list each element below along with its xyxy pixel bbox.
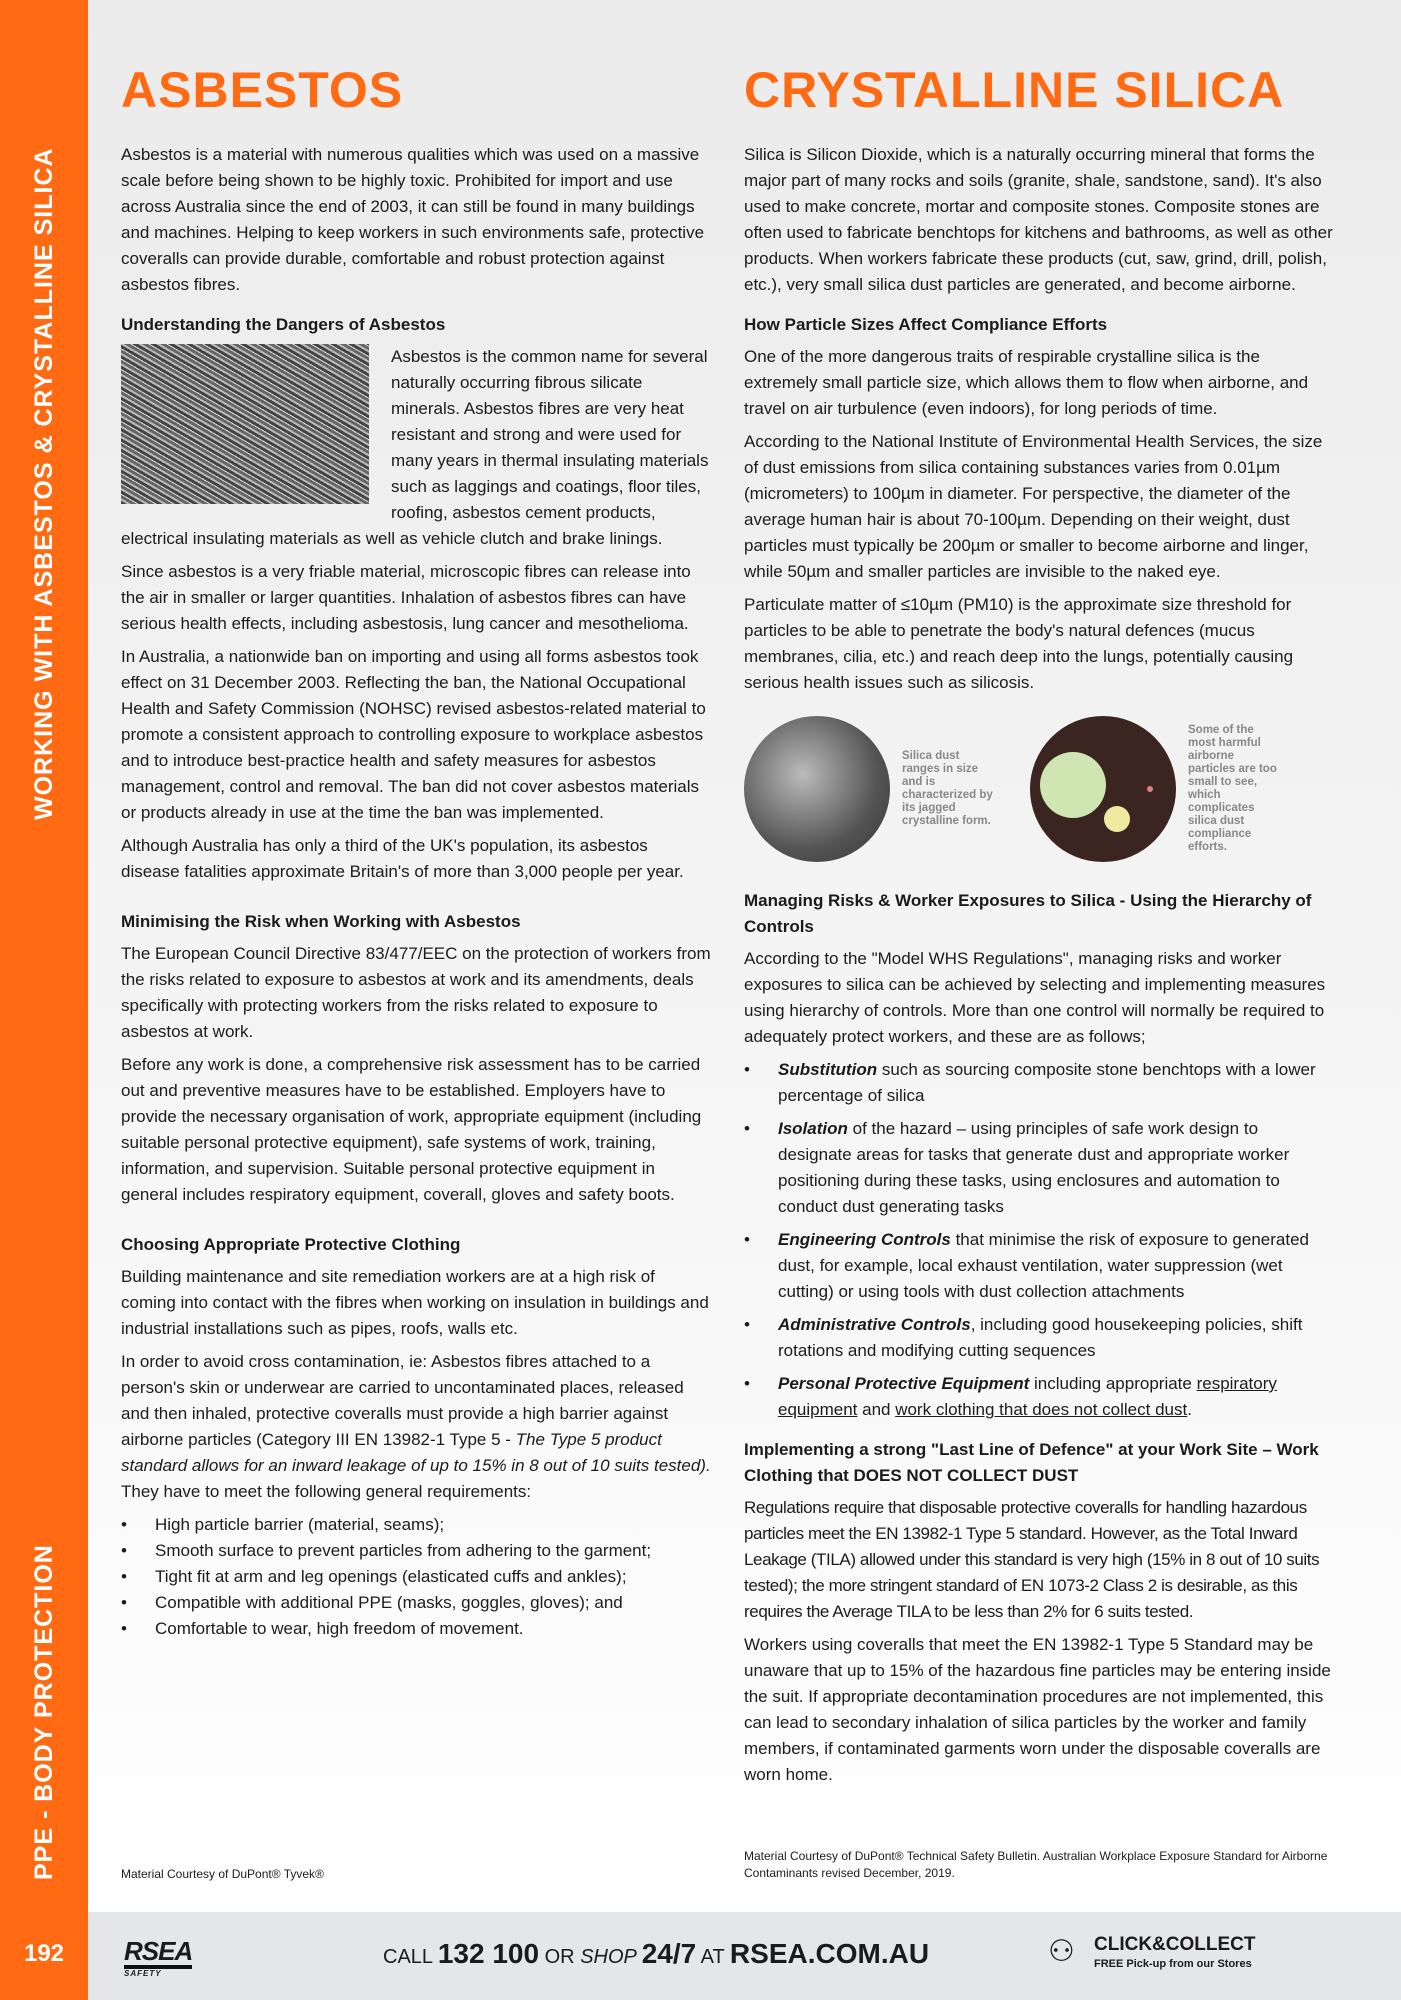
requirements-list xyxy=(121,1512,711,1642)
paragraph: Since asbestos is a very friable material, microscopic fibres can release into the air in smaller or larger quantities. Inhalation of asbestos fibres can have serious health effects, including asbestosis, lung cancer and mesothelioma. xyxy=(121,562,691,633)
silica-column xyxy=(744,60,1334,1795)
list-item: • Comfortable to wear, high freedom of movement. xyxy=(121,1616,711,1642)
text: The Type 5 product standard allows for an inward leakage of up to 15% in 8 out of 10 suits tested). xyxy=(121,1430,711,1475)
text: OR xyxy=(539,1946,581,1968)
list-item xyxy=(744,1227,1334,1305)
paragraph: Regulations require that disposable protective coveralls for handling hazardous particles meet the EN 13982-1 Type 5 standard. However, as the Total Inward Leakage (TILA) allowed under this standard is very high (15% in 8 out of 10 suits tested); the more stringent standard of EN 1073-2 Class 2 is desirable, as this requires the Average TILA to be less than 2% for 6 suits tested. xyxy=(744,1498,1320,1621)
logo-text: RSEA xyxy=(124,1936,193,1966)
paragraph: One of the more dangerous traits of respirable crystalline silica is the extremely small particle size, which allows them to flow when airborne, and travel on air turbulence (even indoors), for long periods of time. xyxy=(744,347,1309,418)
paragraph xyxy=(121,1349,711,1505)
text: , including good housekeeping policies, shift rotations and modifying cutting sequences xyxy=(778,1315,1303,1360)
heading: Choosing Appropriate Protective Clothing xyxy=(121,1235,461,1254)
controls-list xyxy=(744,1057,1334,1423)
footnote: Material Courtesy of DuPont® Tyvek® xyxy=(121,1867,324,1881)
paragraph: Although Australia has only a third of the UK's population, its asbestos disease fatalities approximate Britain's of more than 3,000 people per year. xyxy=(121,836,684,881)
list-item: • Smooth surface to prevent particles from adhering to the garment; xyxy=(121,1538,711,1564)
text: In order to avoid cross contamination, ie: Asbestos fibres attached to a person's skin or underwear are carried to uncontaminated places, released and then inhaled, protective coveralls must provide a high barrier against airborne particles (Category III EN 13982-1 Type 5 - xyxy=(121,1352,684,1449)
text: that minimise the risk of exposure to generated dust, for example, local exhaust ventilation, water suppression (wet cutting) or using tools with dust collection attachments xyxy=(778,1230,1309,1301)
term: Engineering Controls xyxy=(778,1230,951,1249)
heading: Managing Risks & Worker Exposures to Silica - Using the Hierarchy of Controls xyxy=(744,891,1312,936)
list-item xyxy=(744,1371,1334,1423)
heading: Implementing a strong "Last Line of Defence" at your Work Site – Work Clothing that DOES NOT COLLECT DUST xyxy=(744,1440,1319,1485)
work-clothing-link[interactable]: work clothing that does not collect dust xyxy=(895,1400,1188,1419)
paragraph: In Australia, a nationwide ban on importing and using all forms asbestos took effect on 31 December 2003. Reflecting the ban, the National Occupational Health and Safety Commission (NOHSC) revised asbestos-related material to promote a consistent approach to controlling exposure to workplace asbestos and to introduce best-practice health and safety measures for asbestos management, control and removal. The ban did not cover asbestos materials or products already in use at the time the ban was implemented. xyxy=(121,647,706,822)
caption: Silica dust ranges in size and is characterized by its jagged crystalline form. xyxy=(902,750,993,827)
term: Isolation xyxy=(778,1119,848,1138)
particle-images xyxy=(744,714,1334,864)
website-link[interactable]: RSEA.COM.AU xyxy=(729,1938,930,1969)
silica-microscope-image xyxy=(744,716,890,862)
silica-title: CRYSTALLINE SILICA xyxy=(744,62,1285,118)
list-item xyxy=(744,1057,1334,1109)
respiratory-equipment-link[interactable]: respiratory equipment xyxy=(778,1374,1277,1419)
text: including appropriate xyxy=(1029,1374,1197,1393)
footnote: Material Courtesy of DuPont® Technical Safety Bulletin. Australian Workplace Exposure Standard for Airborne Contaminants revised December, 2019. xyxy=(744,1849,1328,1880)
paragraph: Workers using coveralls that meet the EN 13982-1 Type 5 Standard may be unaware that up to 15% of the hazardous fine particles may be entering inside the suit. If appropriate decontamination procedures are not implemented, this can lead to secondary inhalation of silica particles by the worker and family members, if contaminated garments worn under the disposable coveralls are worn home. xyxy=(744,1635,1331,1784)
paragraph: Particulate matter of ≤10µm (PM10) is the approximate size threshold for particles to be able to penetrate the body's natural defences (mucus membranes, cilia, etc.) and reach deep into the lungs, potentially causing serious health issues such as silicosis. xyxy=(744,595,1294,692)
asbestos-column xyxy=(121,60,711,1642)
section-label: WORKING WITH ASBESTOS & CRYSTALLINE SILICA xyxy=(30,147,58,820)
text: 24/7 xyxy=(641,1938,697,1969)
list-item: • High particle barrier (material, seams); xyxy=(121,1512,711,1538)
text: such as sourcing composite stone benchtops with a lower percentage of silica xyxy=(778,1060,1316,1105)
paragraph: According to the "Model WHS Regulations", managing risks and worker exposures to silica can be achieved by selecting and implementing measures using hierarchy of controls. More than one control will normally be required to adequately protect workers, and these are as follows; xyxy=(744,949,1326,1046)
intro: Silica is Silicon Dioxide, which is a naturally occurring mineral that forms the major part of many rocks and soils (granite, shale, sandstone, sand). It's also used to make concrete, mortar and composite stones. Composite stones are often used to fabricate benchtops for kitchens and bathrooms, as well as other products. When workers fabricate these products (cut, saw, grind, drill, polish, etc.), very small silica dust particles are generated, and become airborne. xyxy=(744,145,1333,294)
caption: Some of the most harmful airborne particles are too small to see, which complicates silica dust compliance efforts. xyxy=(1188,724,1277,853)
phone-number[interactable]: 132 100 xyxy=(437,1938,540,1969)
footer-band xyxy=(88,1912,1401,2000)
category-label: PPE - BODY PROTECTION xyxy=(30,1544,58,1880)
contact-line xyxy=(383,1938,929,1970)
sidebar xyxy=(0,0,88,2000)
list-item: • Tight fit at arm and leg openings (elasticated cuffs and ankles); xyxy=(121,1564,711,1590)
term: Substitution xyxy=(778,1060,878,1079)
list-item xyxy=(744,1116,1334,1220)
text: . xyxy=(1187,1400,1192,1419)
asbestos-title: ASBESTOS xyxy=(121,62,404,118)
logo-sub: SAFETY xyxy=(124,1965,192,1978)
list-item: • Compatible with additional PPE (masks, goggles, gloves); and xyxy=(121,1590,711,1616)
paragraph: According to the National Institute of Environmental Health Services, the size of dust emissions from silica containing substances varies from 0.01µm (micrometers) to 100µm in diameter. For perspective, the diameter of the average human hair is about 70-100µm. Depending on their weight, dust particles must typically be 200µm or smaller to become airborne and linger, while 50µm and smaller particles are invisible to the naked eye. xyxy=(744,432,1323,581)
text: They have to meet the following general requirements: xyxy=(121,1482,532,1501)
paragraph: Building maintenance and site remediation workers are at a high risk of coming into contact with the fibres when working on insulation in buildings and industrial installations such as pipes, roofs, walls etc. xyxy=(121,1267,709,1338)
click-collect-subtitle: FREE Pick-up from our Stores xyxy=(1094,1958,1252,1970)
heading: Minimising the Risk when Working with Asbestos xyxy=(121,912,521,931)
asbestos-fibre-image xyxy=(121,344,369,504)
term: Administrative Controls xyxy=(778,1315,971,1334)
text: CALL xyxy=(383,1946,438,1968)
text: SHOP xyxy=(580,1946,642,1968)
list-item xyxy=(744,1312,1334,1364)
text: of the hazard – using principles of safe work design to designate areas for tasks that generate dust and appropriate worker positioning during these tasks, using enclosures and automation to conduct dust generating tasks xyxy=(778,1119,1290,1216)
paragraph: Asbestos is the common name for several naturally occurring fibrous silicate minerals. Asbestos fibres are very heat resistant and strong and were used for many years in thermal insulating materials such as laggings and coatings, floor tiles, roofing, asbestos cement products, electrical insulating materials as well as vehicle clutch and brake linings. xyxy=(121,347,709,548)
text: and xyxy=(857,1400,896,1419)
click-collect-title: CLICK&COLLECT xyxy=(1094,1934,1256,1955)
heading: Understanding the Dangers of Asbestos xyxy=(121,315,446,334)
click-collect-icon: ⚇ xyxy=(1048,1935,1075,1968)
term: Personal Protective Equipment xyxy=(778,1374,1030,1393)
paragraph: The European Council Directive 83/477/EEC on the protection of workers from the risks related to exposure to asbestos at work and its amendments, deals specifically with protecting workers from the risks related to exposure to asbestos at work. xyxy=(121,944,711,1041)
page-number: 192 xyxy=(23,1940,65,1967)
rsea-logo[interactable] xyxy=(124,1936,192,1978)
particle-size-diagram xyxy=(1030,716,1176,862)
text: AT xyxy=(696,1946,730,1968)
heading: How Particle Sizes Affect Compliance Efforts xyxy=(744,315,1108,334)
intro: Asbestos is a material with numerous qualities which was used on a massive scale before being shown to be highly toxic. Prohibited for import and use across Australia since the end of 2003, it can still be found in many buildings and machines. Helping to keep workers in such environments safe, protective coveralls can provide durable, comfortable and robust protection against asbestos fibres. xyxy=(121,145,705,294)
paragraph: Before any work is done, a comprehensive risk assessment has to be carried out and preventive measures have to be established. Employers have to provide the necessary organisation of work, appropriate equipment (including suitable personal protective equipment), safe systems of work, training, information, and supervision. Suitable personal protective equipment in general includes respiratory equipment, coverall, gloves and safety boots. xyxy=(121,1055,702,1204)
